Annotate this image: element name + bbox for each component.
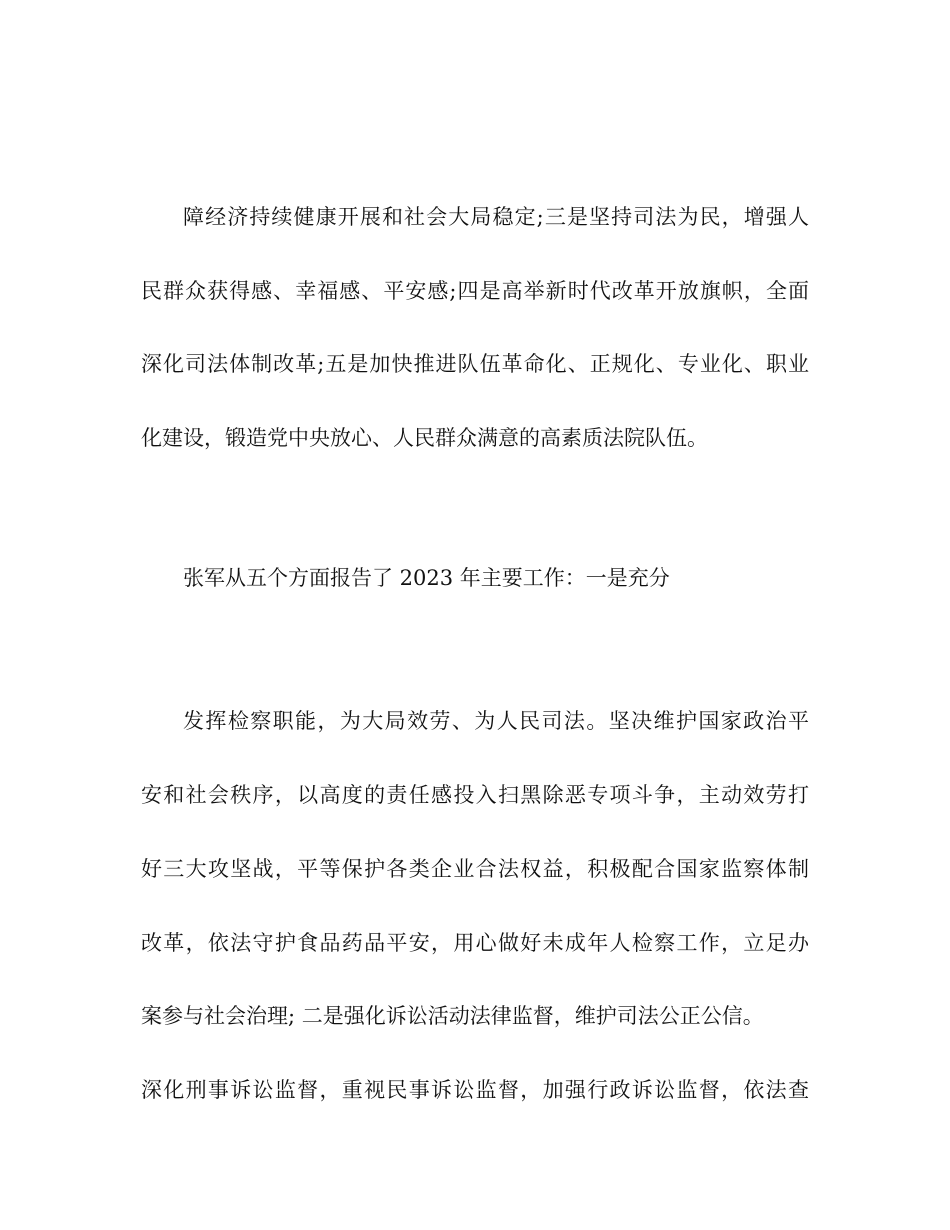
paragraph-1-line-4: 化建设，锻造党中央放心、人民群众满意的高素质法院队伍。 [141, 426, 708, 450]
paragraph-3-line-5: 案参与社会治理; 二是强化诉讼活动法律监督，维护司法公正公信。 [141, 1004, 764, 1028]
paragraph-3-line-1: 发挥检察职能，为大局效劳、为人民司法。坚决维护国家政治平 [183, 709, 809, 733]
paragraph-1-line-3: 深化司法体制改革;五是加快推进队伍革命化、正规化、专业化、职业 [141, 352, 809, 376]
paragraph-3-line-3: 好三大攻坚战，平等保护各类企业合法权益，积极配合国家监察体制 [141, 857, 809, 881]
paragraph-1-line-2: 民群众获得感、幸福感、平安感;四是高举新时代改革开放旗帜，全面 [141, 279, 809, 303]
paragraph-1-line-1: 障经济持续健康开展和社会大局稳定;三是坚持司法为民，增强人 [183, 205, 809, 229]
paragraph-3-line-2: 安和社会秩序，以高度的责任感投入扫黑除恶专项斗争，主动效劳打 [141, 783, 809, 807]
paragraph-3-line-6: 深化刑事诉讼监督，重视民事诉讼监督，加强行政诉讼监督，依法查 [141, 1078, 809, 1102]
paragraph-2-line-1: 张军从五个方面报告了 2023 年主要工作：一是充分 [183, 566, 670, 590]
paragraph-3-line-4: 改革，依法守护食品药品平安，用心做好未成年人检察工作，立足办 [141, 931, 809, 955]
